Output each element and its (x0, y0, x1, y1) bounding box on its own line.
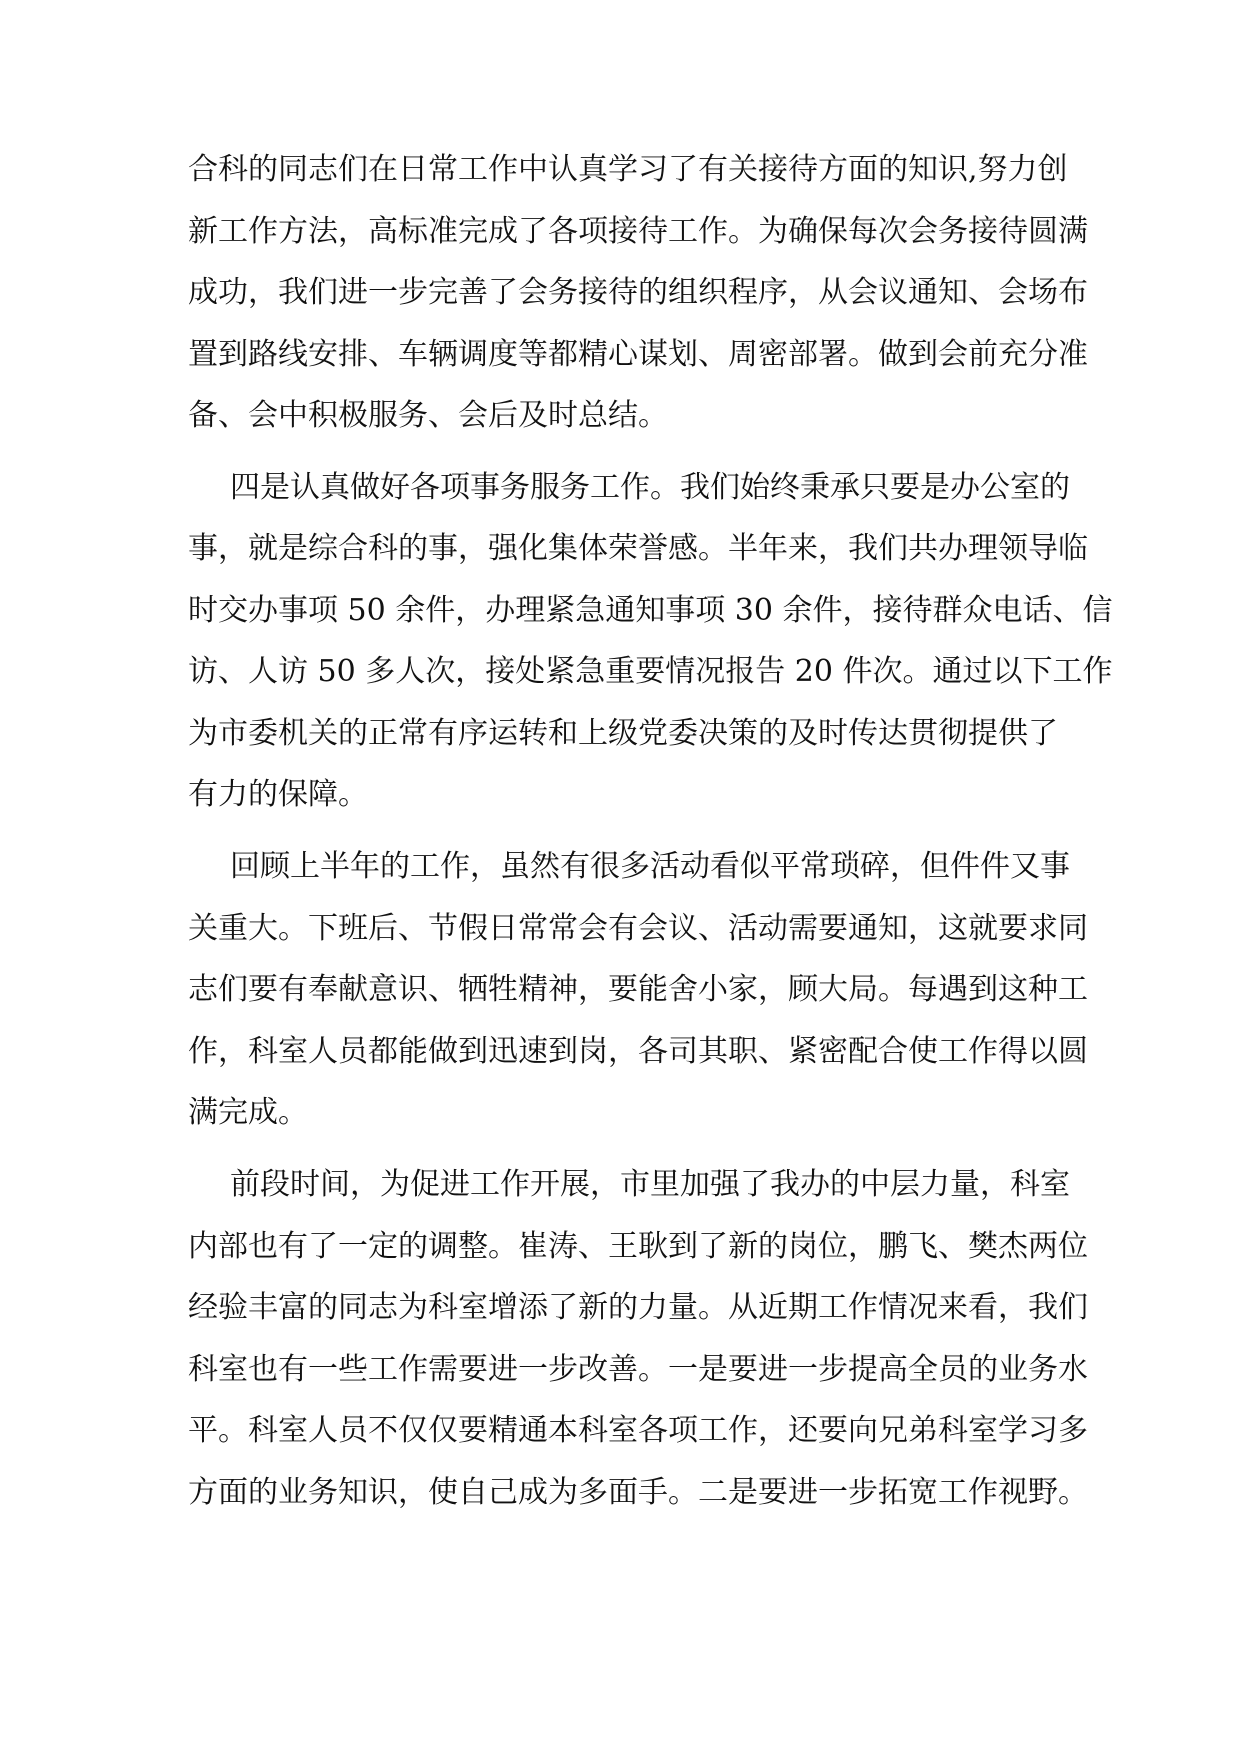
paragraph-first-line: 前段时间，为促进工作开展，市里加强了我办的中层力量，科室 (230, 1167, 1070, 1202)
text-line: 事，就是综合科的事，强化集体荣誉感。半年来，我们共办理领导临 (188, 531, 1088, 566)
text-line: 科室也有一些工作需要进一步改善。一是要进一步提高全员的业务水 (188, 1352, 1088, 1387)
text-line: 为市委机关的正常有序运转和上级党委决策的及时传达贯彻提供了 (188, 716, 1058, 751)
text-line: 满完成。 (188, 1095, 308, 1130)
paragraph-first-line: 回顾上半年的工作，虽然有很多活动看似平常琐碎，但件件又事 (230, 849, 1070, 884)
text-line: 方面的业务知识，使自己成为多面手。二是要进一步拓宽工作视野。 (188, 1475, 1088, 1510)
text-line: 置到路线安排、车辆调度等都精心谋划、周密部署。做到会前充分准 (188, 337, 1088, 372)
text-line: 有力的保障。 (188, 777, 368, 812)
text-line: 平。科室人员不仅仅要精通本科室各项工作，还要向兄弟科室学习多 (188, 1413, 1088, 1448)
text-line: 经验丰富的同志为科室增添了新的力量。从近期工作情况来看，我们 (188, 1290, 1088, 1325)
text-line: 关重大。下班后、节假日常常会有会议、活动需要通知，这就要求同 (188, 911, 1088, 946)
text-line: 备、会中积极服务、会后及时总结。 (188, 398, 668, 433)
paragraph-first-line: 四是认真做好各项事务服务工作。我们始终秉承只要是办公室的 (230, 470, 1070, 505)
text-line: 成功，我们进一步完善了会务接待的组织程序，从会议通知、会场布 (188, 275, 1088, 310)
text-line: 合科的同志们在日常工作中认真学习了有关接待方面的知识,努力创 (188, 152, 1068, 187)
text-line: 访、人访 50 多人次，接处紧急重要情况报告 20 件次。通过以下工作 (188, 654, 1113, 689)
text-line: 作，科室人员都能做到迅速到岗，各司其职、紧密配合使工作得以圆 (188, 1034, 1088, 1069)
text-line: 内部也有了一定的调整。崔涛、王耿到了新的岗位，鹏飞、樊杰两位 (188, 1229, 1088, 1264)
text-line: 新工作方法，高标准完成了各项接待工作。为确保每次会务接待圆满 (188, 214, 1088, 249)
text-line: 志们要有奉献意识、牺牲精神，要能舍小家，顾大局。每遇到这种工 (188, 972, 1088, 1007)
text-line: 时交办事项 50 余件，办理紧急通知事项 30 余件，接待群众电话、信 (188, 593, 1113, 628)
